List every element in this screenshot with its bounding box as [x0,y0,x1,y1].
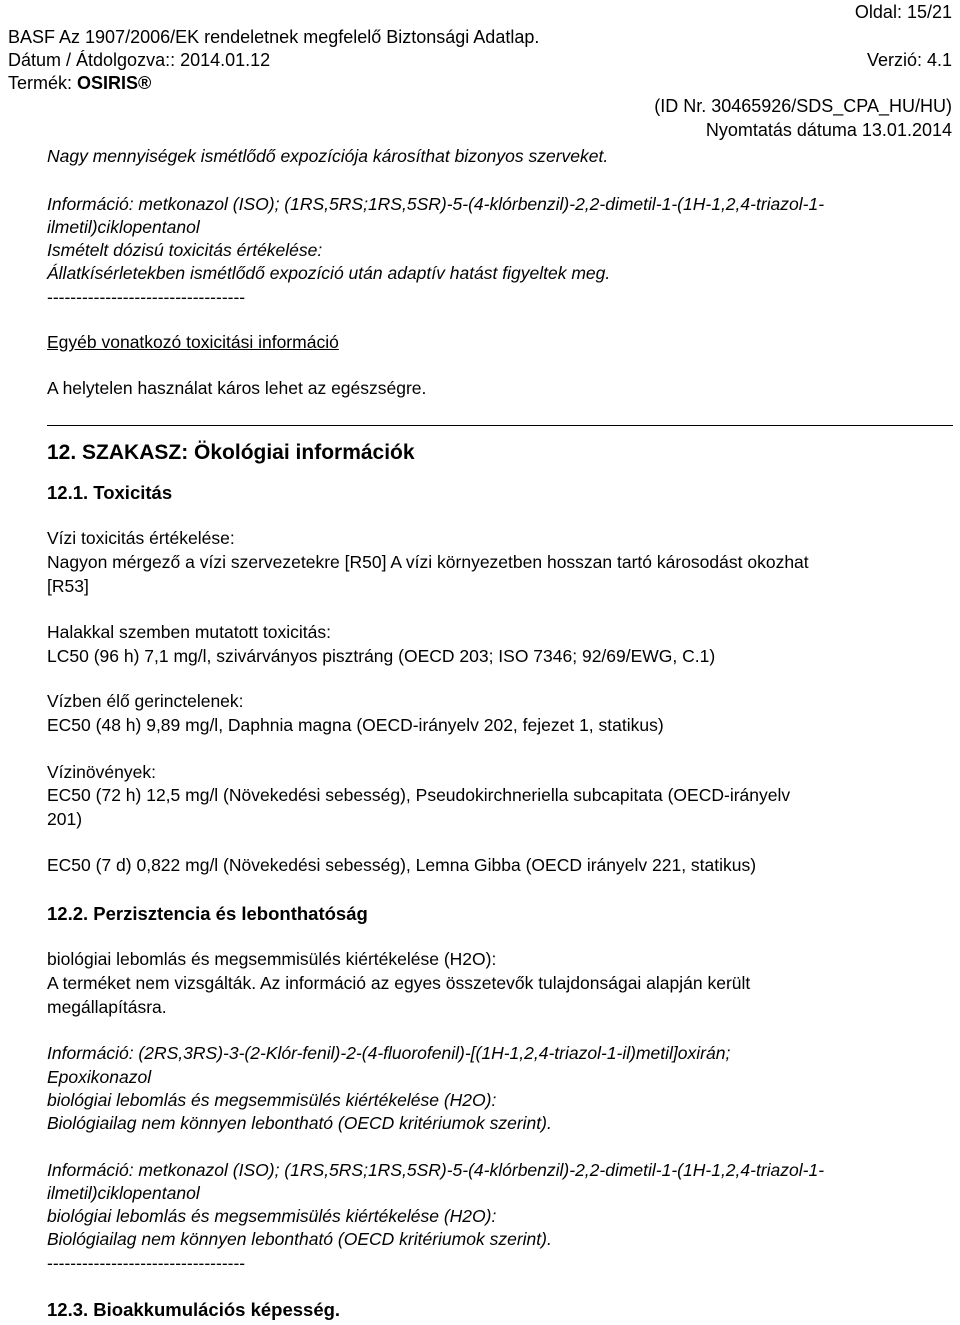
section-divider [47,425,953,426]
biodegradation-text-2: megállapításra. [47,997,167,1017]
revision-date: Dátum / Átdolgozva:: 2014.01.12 [8,50,271,70]
info-epoxiconazole-line-2: Epoxikonazol [47,1067,152,1087]
aquatic-plants-label: Vízinövények: [47,762,156,782]
fish-toxicity-text: LC50 (96 h) 7,1 mg/l, szivárványos pisztráng (OECD 203; ISO 7346; 92/69/EWG, C.1) [47,646,716,666]
document-title: BASF Az 1907/2006/EK rendeletnek megfelelő Biztonsági Adatlap. [8,27,540,47]
repeated-dose-label: Ismételt dózisú toxicitás értékelése: [47,240,323,260]
aquatic-toxicity-label: Vízi toxicitás értékelése: [47,528,235,548]
date-version-row [8,50,952,71]
subsection-12-3-title: 12.3. Bioakkumulációs képesség. [47,1299,341,1320]
page-number: Oldal: 15/21 [854,2,952,22]
info-metconazole-b-line-2: ilmetil)ciklopentanol [47,1183,200,1203]
section-12-title: 12. SZAKASZ: Ökológiai információk [47,441,415,464]
epoxiconazole-biodeg-text: Biológiailag nem könnyen lebontható (OECD kritériumok szerint). [47,1113,552,1133]
aquatic-plants-text-1: EC50 (72 h) 12,5 mg/l (Növekedési sebesség), Pseudokirchneriella subcapitata (OECD-irányelv [47,785,791,805]
fish-toxicity-label: Halakkal szemben mutatott toxicitás: [47,622,332,642]
biodegradation-label: biológiai lebomlás és megsemmisülés kiértékelése (H2O): [47,949,497,969]
separator-dashes: ---------------------------------- [47,1253,246,1273]
repeat-exposure-line: Nagy mennyiségek ismétlődő expozíciója károsíthat bizonyos szerveket. [47,146,609,166]
info-metconazole-line-2: ilmetil)ciklopentanol [47,217,200,237]
aquatic-toxicity-text-1: Nagyon mérgező a vízi szervezetekre [R50] A vízi környezetben hosszan tartó károsodást okozhat [47,552,809,572]
document-id: (ID Nr. 30465926/SDS_CPA_HU/HU) [654,96,952,116]
product-row [8,73,952,94]
info-epoxiconazole-line-1: Információ: (2RS,3RS)-3-(2-Klór-fenil)-2-(4-fluorofenil)-[(1H-1,2,4-triazol-1-il)metil]oxirán; [47,1043,731,1063]
repeated-dose-text: Állatkísérletekben ismétlődő expozíció után adaptív hatást figyeltek meg. [47,263,611,283]
info-metconazole-line-1: Információ: metkonazol (ISO); (1RS,5RS;1RS,5SR)-5-(4-klórbenzil)-2,2-dimetil-1-(1H-1,2,4-triazol-1- [47,194,825,214]
aquatic-plants-text-2: 201) [47,809,83,829]
separator-dashes: ---------------------------------- [47,287,246,307]
info-metconazole-b-line-1: Információ: metkonazol (ISO); (1RS,5RS;1RS,5SR)-5-(4-klórbenzil)-2,2-dimetil-1-(1H-1,2,4-triazol-1- [47,1160,825,1180]
document-title-row [8,27,952,48]
metconazole-biodeg-label: biológiai lebomlás és megsemmisülés kiértékelése (H2O): [47,1206,497,1226]
print-date: Nyomtatás dátuma 13.01.2014 [705,120,952,140]
subsection-12-1-title: 12.1. Toxicitás [47,482,173,503]
aquatic-toxicity-text-2: [R53] [47,576,89,596]
epoxiconazole-biodeg-label: biológiai lebomlás és megsemmisülés kiértékelése (H2O): [47,1090,497,1110]
aquatic-plants-text-3: EC50 (7 d) 0,822 mg/l (Növekedési sebesség), Lemna Gibba (OECD irányelv 221, statikus) [47,855,757,875]
metconazole-biodeg-text: Biológiailag nem könnyen lebontható (OECD kritériumok szerint). [47,1229,552,1249]
subsection-12-2-title: 12.2. Perzisztencia és lebonthatóság [47,903,368,924]
invertebrates-text: EC50 (48 h) 9,89 mg/l, Daphnia magna (OECD-irányelv 202, fejezet 1, statikus) [47,715,664,735]
other-toxicity-text: A helytelen használat káros lehet az egészségre. [47,378,427,398]
other-toxicity-heading: Egyéb vonatkozó toxicitási információ [47,332,339,352]
product-prefix: Termék: [8,73,78,93]
product-name: OSIRIS® [77,73,152,93]
version: Verzió: 4.1 [866,50,952,70]
invertebrates-label: Vízben élő gerinctelenek: [47,691,244,711]
biodegradation-text-1: A terméket nem vizsgálták. Az információ az egyes összetevők tulajdonságai alapján került [47,973,751,993]
